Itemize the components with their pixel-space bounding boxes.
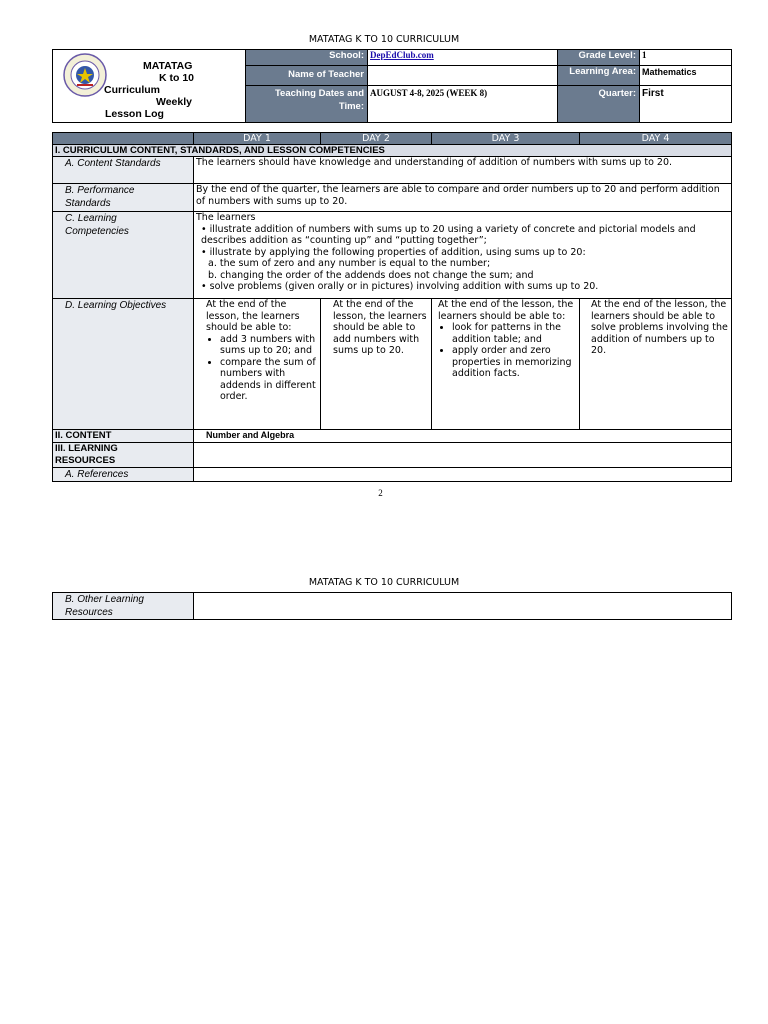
lesson-table [52, 132, 732, 482]
title-line-5: Lesson Log [105, 108, 164, 120]
header-table [52, 49, 732, 123]
objectives-label: D. Learning Objectives [53, 299, 194, 430]
objective-bullet: • look for patterns in the addition table; and [452, 322, 577, 345]
title-line-4: Weekly [156, 96, 192, 108]
resources-label: III. LEARNING RESOURCES [53, 443, 194, 468]
objective-day-2 [321, 299, 432, 430]
day-header-blank [53, 133, 194, 145]
deped-seal-icon [63, 53, 107, 97]
quarter-value: First [640, 86, 732, 123]
grade-value: 1 [640, 50, 732, 66]
day-3-header: DAY 3 [432, 133, 580, 145]
competencies-label: C. Learning Competencies [53, 212, 194, 299]
area-value: Mathematics [640, 66, 732, 86]
performance-standards-label: B. Performance Standards [53, 184, 194, 212]
objective-day-3 [432, 299, 580, 430]
running-header-page-2: MATATAG K TO 10 CURRICULUM [308, 577, 460, 588]
school-value [368, 50, 558, 66]
resources-value [194, 443, 732, 468]
other-resources-value [194, 593, 732, 620]
day-1-header: DAY 1 [194, 133, 321, 145]
references-value [194, 468, 732, 482]
lesson-table-page-2 [52, 592, 732, 620]
references-label: A. References [53, 468, 194, 482]
area-label: Learning Area: [558, 66, 640, 86]
objective-bullet: • apply order and zero properties in memorizing addition facts. [452, 345, 577, 380]
competency-2a: a. the sum of zero and any number is equal to the number; [208, 258, 491, 269]
school-link[interactable]: DepEdClub.com [370, 50, 434, 60]
objective-bullet: • compare the sum of numbers with addends in different order. [220, 357, 318, 403]
other-resources-label: B. Other Learning Resources [53, 593, 194, 620]
objective-intro: At the end of the lesson, the learners should be able to: [206, 299, 300, 333]
dates-label: Teaching Dates and Time: [246, 86, 368, 123]
running-header: MATATAG K TO 10 CURRICULUM [308, 34, 460, 45]
competencies-value [194, 212, 732, 299]
grade-label: Grade Level: [558, 50, 640, 66]
teacher-label: Name of Teacher [246, 66, 368, 86]
title-line-3: Curriculum [104, 84, 161, 96]
competency-2b: b. changing the order of the addends does not change the sum; and [208, 269, 534, 281]
objective-day-4 [580, 299, 732, 430]
dates-value: AUGUST 4-8, 2025 (WEEK 8) [368, 86, 558, 123]
competencies-intro: The learners [196, 212, 256, 223]
quarter-label: Quarter: [558, 86, 640, 123]
competency-2: • illustrate by applying the following properties of addition, using sums up to 20: [201, 246, 586, 258]
day-4-header: DAY 4 [580, 133, 732, 145]
page-number: 2 [378, 488, 383, 498]
content-standards-label: A. Content Standards [53, 157, 194, 184]
objective-intro: At the end of the lesson, the learners should be able to add numbers with sums up to 20. [333, 299, 427, 356]
title-block [53, 50, 246, 123]
objective-intro: At the end of the lesson, the learners should be able to: [438, 299, 574, 322]
day-2-header: DAY 2 [321, 133, 432, 145]
content-label: II. CONTENT [53, 430, 194, 443]
title-line-1: MATATAG [143, 60, 193, 72]
performance-standards-value: By the end of the quarter, the learners are able to compare and order numbers up to 20 and perform addition of numbers with sums up to 20. [194, 184, 732, 212]
objective-intro: At the end of the lesson, the learners should be able to solve problems involving the addition of numbers up to 20. [591, 299, 728, 356]
objective-bullet: • add 3 numbers with sums up to 20; and [220, 334, 318, 357]
competency-1: • illustrate addition of numbers with sums up to 20 using a variety of concrete and pictorial models and describes addition as “counting up” and “putting together”; [201, 223, 696, 246]
content-value: Number and Algebra [194, 430, 732, 443]
section-1-title: I. CURRICULUM CONTENT, STANDARDS, AND LESSON COMPETENCIES [53, 145, 732, 157]
competency-3: • solve problems (given orally or in pictures) involving addition with sums up to 20. [201, 281, 599, 292]
school-label: School: [246, 50, 368, 66]
objective-day-1 [194, 299, 321, 430]
title-line-2: K to 10 [159, 72, 195, 84]
teacher-value [368, 66, 558, 86]
content-standards-value: The learners should have knowledge and understanding of addition of numbers with sums up to 20. [194, 157, 732, 184]
